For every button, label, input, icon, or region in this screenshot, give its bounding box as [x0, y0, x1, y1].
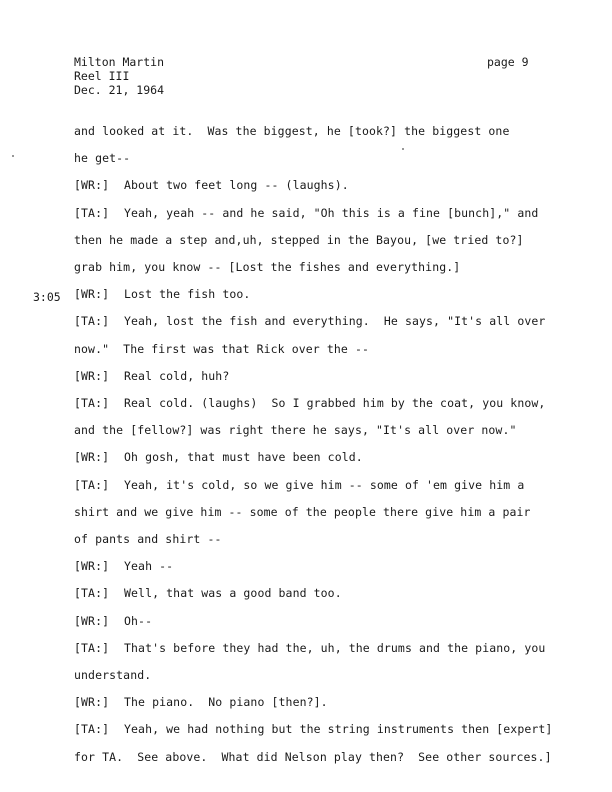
transcript-line — [74, 614, 152, 628]
transcript-line — [74, 314, 545, 328]
line-text: grab him, you know -- [Lost the fishes and everything.] — [74, 260, 461, 274]
document-header — [74, 55, 164, 97]
speaker-label: [TA:] — [74, 640, 110, 655]
transcript-line — [74, 668, 151, 682]
transcript-line — [74, 722, 552, 736]
line-text: Well, that was a good band too. — [124, 586, 342, 601]
transcript-line — [74, 750, 552, 764]
speaker-label: [TA:] — [74, 477, 110, 492]
transcript-line — [74, 586, 342, 600]
line-text: shirt and we give him -- some of the people there give him a pair — [74, 504, 531, 519]
transcript-line — [74, 641, 545, 655]
line-text: Yeah -- — [124, 559, 174, 574]
transcript-line — [74, 532, 222, 546]
scan-speck — [12, 155, 14, 157]
speaker-label: [WR:] — [74, 287, 110, 302]
transcript-line — [74, 151, 130, 165]
line-text: he get-- — [74, 151, 131, 166]
speaker-label: [TA:] — [74, 722, 110, 737]
line-text: That's before they had the, uh, the drums and the piano, you — [124, 640, 546, 655]
speaker-label: [WR:] — [74, 178, 110, 193]
reel-label: Reel III — [74, 69, 130, 83]
transcript-line — [74, 233, 524, 247]
speaker-label: [WR:] — [74, 613, 110, 628]
speaker-label: [WR:] — [74, 559, 110, 574]
speaker-label: [WR:] — [74, 695, 110, 710]
line-text: then he made a step and,uh, stepped in the Bayou, [we tried to?] — [74, 232, 524, 247]
interview-date: Dec. 21, 1964 — [74, 83, 165, 97]
transcript-line — [74, 396, 545, 410]
transcript-line — [74, 287, 250, 301]
line-text: of pants and shirt -- — [74, 532, 222, 546]
line-text: Real cold, huh? — [124, 368, 230, 383]
speaker-label: [TA:] — [74, 586, 110, 601]
line-text: Oh gosh, that must have been cold. — [124, 450, 363, 465]
line-text: now." The first was that Rick over the -- — [74, 341, 369, 356]
transcript-line — [74, 342, 369, 356]
speaker-label: [TA:] — [74, 396, 110, 410]
line-text: The piano. No piano [then?]. — [124, 695, 328, 710]
transcript-line — [74, 206, 538, 220]
speaker-label: [TA:] — [74, 205, 110, 220]
line-text: understand. — [74, 668, 152, 682]
transcript-line — [74, 423, 517, 437]
line-text: Oh-- — [124, 613, 153, 628]
line-text: for TA. See above. What did Nelson play then? See other sources.] — [74, 749, 552, 764]
transcript-line — [74, 124, 509, 138]
transcript-line — [74, 695, 328, 709]
transcript-line — [74, 260, 460, 274]
speaker-label: [WR:] — [74, 450, 110, 465]
transcript-line — [74, 369, 229, 383]
line-text: About two feet long -- (laughs). — [124, 178, 349, 193]
transcript-line — [74, 505, 531, 519]
transcript-line — [74, 478, 524, 492]
scan-speck — [402, 148, 404, 150]
line-text: Lost the fish too. — [124, 287, 251, 302]
speaker-label: [TA:] — [74, 314, 110, 329]
interviewee-name: Milton Martin — [74, 55, 165, 69]
line-text: Yeah, yeah -- and he said, "Oh this is a fine [bunch]," and — [124, 205, 539, 220]
line-text: and the [fellow?] was right there he says, "It's all over now." — [74, 423, 517, 438]
line-text: Yeah, it's cold, so we give him -- some of 'em give him a — [124, 477, 525, 492]
line-text: Real cold. (laughs) So I grabbed him by the coat, you know, — [124, 396, 546, 410]
transcript-line — [74, 559, 173, 573]
line-text: and looked at it. Was the biggest, he [took?] the biggest one — [74, 124, 510, 138]
page-number: page 9 — [487, 55, 529, 69]
line-text: Yeah, we had nothing but the string instruments then [expert] — [124, 722, 553, 737]
speaker-label: [WR:] — [74, 368, 110, 383]
transcript-line — [74, 178, 349, 192]
time-marker: 3:05 — [33, 290, 61, 304]
line-text: Yeah, lost the fish and everything. He says, "It's all over — [124, 314, 546, 329]
transcript-line — [74, 450, 363, 464]
